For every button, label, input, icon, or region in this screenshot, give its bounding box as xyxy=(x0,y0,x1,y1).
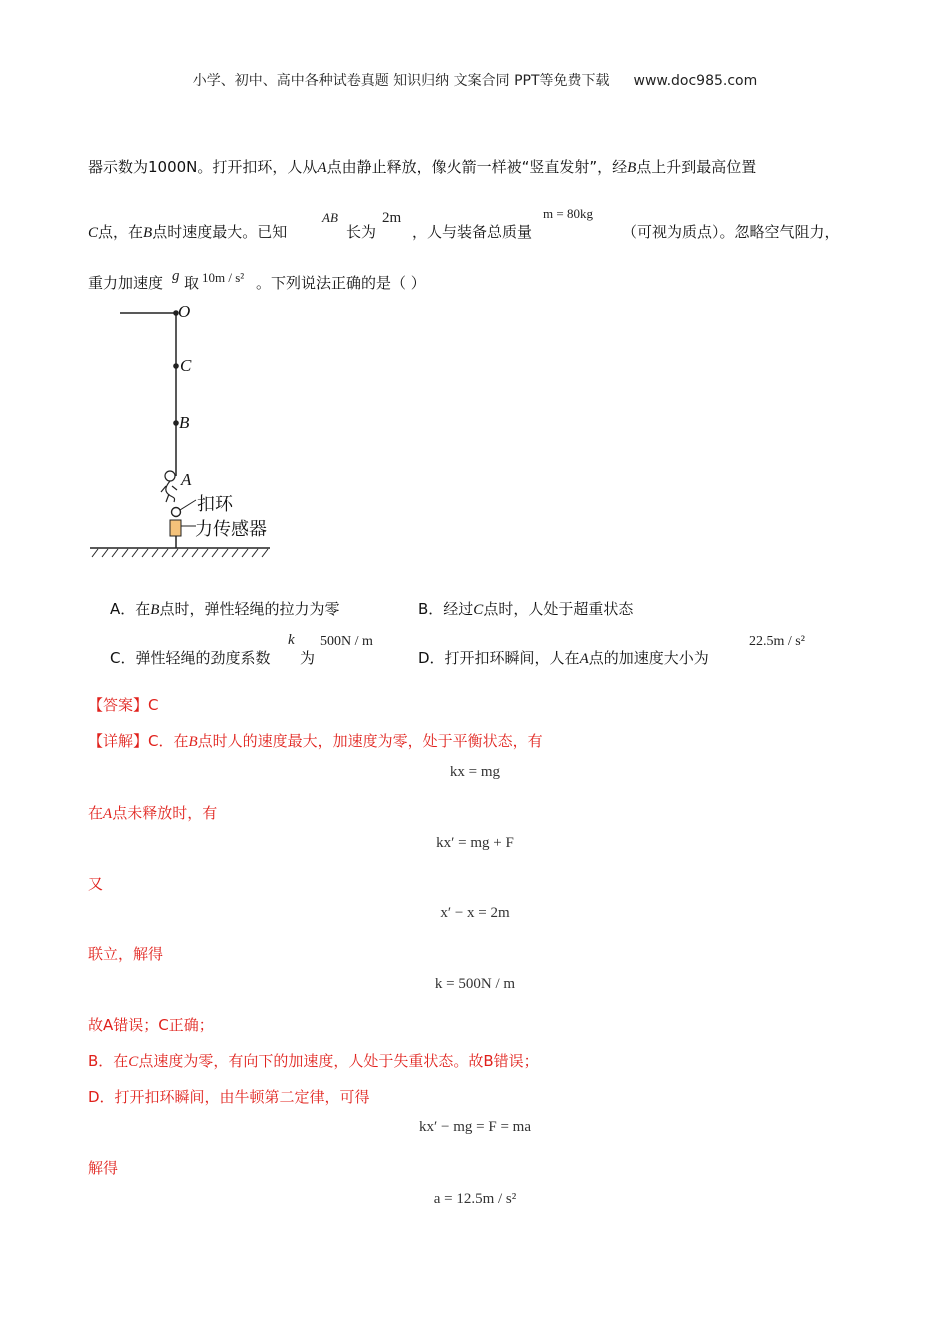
option-c: C．弹性轻绳的劲度系数 xyxy=(110,649,271,667)
label-o: O xyxy=(178,302,191,321)
header-site: www.doc985.com xyxy=(633,73,758,89)
detail-line-1: 【详解】C．在B点时人的速度最大，加速度为零，处于平衡状态，有 xyxy=(88,732,543,750)
text: 点时速度最大。已知 xyxy=(152,223,288,241)
equation-4: k = 500N / m xyxy=(434,976,516,992)
bungee-diagram xyxy=(84,296,304,558)
equation-1: kx = mg xyxy=(449,764,501,780)
person-figure xyxy=(161,471,177,502)
problem-line-2 xyxy=(88,222,287,243)
label-force-sensor: 力传感器 xyxy=(195,519,267,540)
text: 重力加速度 xyxy=(88,274,164,292)
option-b: B．经过C点时，人处于超重状态 xyxy=(418,600,634,618)
text: 取 xyxy=(184,274,200,292)
text: ，人与装备总质量 xyxy=(412,223,533,241)
detail-line-7: D．打开扣环瞬间，由牛顿第二定律，可得 xyxy=(88,1088,370,1106)
label-b: B xyxy=(179,413,190,432)
g-value: 10m / s² xyxy=(202,270,245,285)
detail-line-6: B．在C点速度为零，有向下的加速度，人处于失重状态。故B错误； xyxy=(88,1052,539,1070)
g-symbol: g xyxy=(172,268,180,284)
point-label: C xyxy=(88,225,99,241)
label-buckle: 扣环 xyxy=(197,494,233,515)
text: 点，在 xyxy=(98,223,144,241)
buckle-pointer xyxy=(180,500,196,510)
text: 点由静止释放，像火箭一样被“竖直发射”，经 xyxy=(326,158,628,176)
label-c: C xyxy=(180,356,192,375)
equation-2: kx′ = mg + F xyxy=(436,835,514,851)
option-c-mid: 为 xyxy=(300,649,316,667)
point-c xyxy=(173,363,179,369)
point-label: A xyxy=(317,160,327,176)
buckle-ring xyxy=(172,508,181,517)
option-a: A．在B点时，弹性轻绳的拉力为零 xyxy=(110,600,340,618)
ab-length: 2m xyxy=(382,210,402,226)
detail-line-5: 故A错误；C正确； xyxy=(88,1016,214,1034)
equation-5: kx′ − mg = F = ma xyxy=(419,1119,531,1135)
text: 器示数为1000N。打开扣环，人从 xyxy=(88,158,318,176)
text: （可视为质点）。忽略空气阻力， xyxy=(622,223,840,241)
label-a: A xyxy=(181,470,192,489)
ab-symbol: AB xyxy=(322,210,338,225)
text: 长为 xyxy=(346,223,377,241)
point-label: B xyxy=(143,225,153,241)
force-sensor-box xyxy=(170,520,181,536)
option-d-value: 22.5m / s² xyxy=(749,634,805,649)
option-d: D．打开扣环瞬间，人在A点的加速度大小为 xyxy=(418,649,709,667)
header-text: 小学、初中、高中各种试卷真题 知识归纳 文案合同 PPT等免费下载 xyxy=(192,73,610,89)
detail-line-3: 又 xyxy=(88,875,104,893)
point-label: B xyxy=(627,160,637,176)
detail-line-2: 在A点未释放时，有 xyxy=(88,804,218,822)
page-header xyxy=(0,70,950,90)
option-c-k: k xyxy=(288,632,295,648)
equation-6: a = 12.5m / s² xyxy=(433,1191,517,1207)
option-c-value: 500N / m xyxy=(320,634,373,649)
answer-line: 【答案】C xyxy=(88,696,159,714)
detail-line-4: 联立，解得 xyxy=(88,945,164,963)
problem-line-3 xyxy=(88,273,163,293)
text: 。下列说法正确的是（ ） xyxy=(256,274,426,292)
equation-3: x′ − x = 2m xyxy=(440,905,510,921)
point-b xyxy=(173,420,179,426)
detail-line-8: 解得 xyxy=(88,1159,119,1177)
ground-hatch xyxy=(92,549,268,557)
mass-value: m = 80kg xyxy=(543,206,593,221)
text: 点上升到最高位置 xyxy=(636,158,757,176)
problem-line-1 xyxy=(88,157,756,178)
